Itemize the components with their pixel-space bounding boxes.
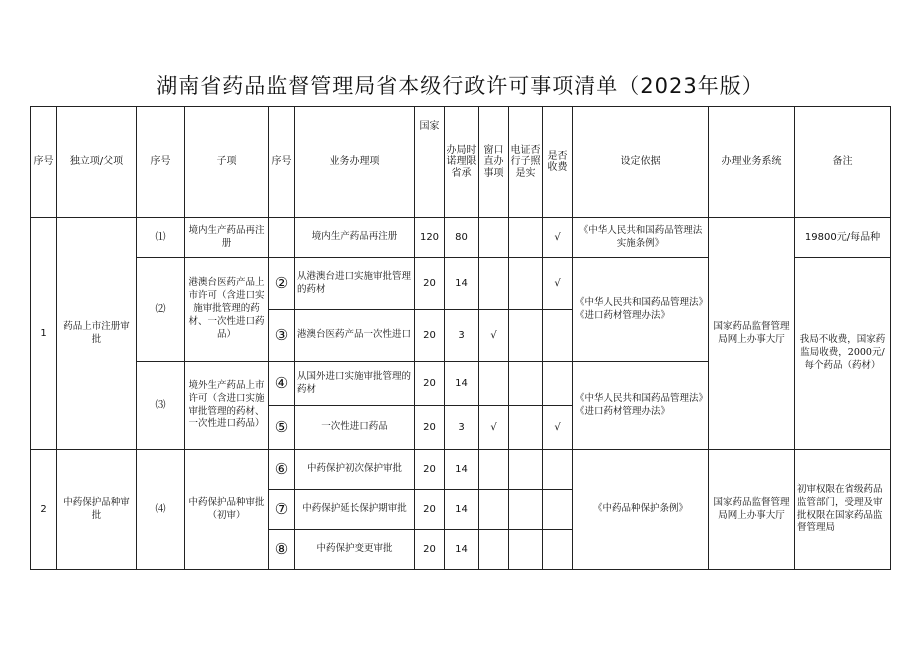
group1-seq: 1	[31, 218, 57, 450]
r4-biz: 从国外进口实施审批管理的药材	[295, 362, 415, 406]
r5-promise: 3	[445, 406, 479, 450]
r5-biz-seq: ⑤	[269, 406, 295, 450]
r5-fee: √	[543, 406, 573, 450]
header-cert: 电证否行子照是实	[509, 107, 543, 218]
r6-cert	[509, 450, 543, 490]
r6-national: 20	[415, 450, 445, 490]
group1-system: 国家药品监督管理局网上办事大厅	[709, 218, 795, 450]
r1-remark: 19800元/每品种	[795, 218, 891, 258]
r2-window	[479, 258, 509, 310]
r3-window: √	[479, 310, 509, 362]
group1-parent: 药品上市注册审批	[57, 218, 137, 450]
group2-parent: 中药保护品种审批	[57, 450, 137, 570]
r1-basis: 《中华人民共和国药品管理法实施条例》	[573, 218, 709, 258]
header-seq3: 序号	[269, 107, 295, 218]
header-basis: 设定依据	[573, 107, 709, 218]
sub2-seq: ⑵	[137, 258, 185, 362]
header-fee: 是否收费	[543, 107, 573, 218]
r3-fee	[543, 310, 573, 362]
group1-remark2: 我局不收费，国家药监局收费，2000元/每个药品（药材）	[795, 258, 891, 450]
r6-fee	[543, 450, 573, 490]
r2-biz: 从港澳台进口实施审批管理的药材	[295, 258, 415, 310]
header-promise: 办局时诺理限省承	[445, 107, 479, 218]
sub3-basis: 《中华人民共和国药品管理法》《进口药材管理办法》	[573, 362, 709, 450]
r3-biz: 港澳台医药产品一次性进口	[295, 310, 415, 362]
header-window: 窗口直办事项	[479, 107, 509, 218]
r3-biz-seq: ③	[269, 310, 295, 362]
r5-window: √	[479, 406, 509, 450]
r7-window	[479, 490, 509, 530]
header-business: 业务办理项	[295, 107, 415, 218]
r4-biz-seq: ④	[269, 362, 295, 406]
r1-promise: 80	[445, 218, 479, 258]
r5-cert	[509, 406, 543, 450]
header-parent: 独立项/父项	[57, 107, 137, 218]
r2-promise: 14	[445, 258, 479, 310]
r2-national: 20	[415, 258, 445, 310]
r8-biz-seq: ⑧	[269, 530, 295, 570]
table-row	[31, 218, 891, 258]
header-remark: 备注	[795, 107, 891, 218]
group2-seq: 2	[31, 450, 57, 570]
r1-cert	[509, 218, 543, 258]
r8-biz: 中药保护变更审批	[295, 530, 415, 570]
r1-child: 境内生产药品再注册	[185, 218, 269, 258]
r1-national: 120	[415, 218, 445, 258]
r7-promise: 14	[445, 490, 479, 530]
sub2-child: 港澳台医药产品上市许可（含进口实施审批管理的药材、一次性进口药品）	[185, 258, 269, 362]
r7-national: 20	[415, 490, 445, 530]
r8-cert	[509, 530, 543, 570]
header-system: 办理业务系统	[709, 107, 795, 218]
table-header-row	[31, 107, 891, 218]
group2-child-seq: ⑷	[137, 450, 185, 570]
sub3-child: 境外生产药品上市许可（含进口实施审批管理的药材、一次性进口药品）	[185, 362, 269, 450]
r4-fee	[543, 362, 573, 406]
r5-biz: 一次性进口药品	[295, 406, 415, 450]
r1-window	[479, 218, 509, 258]
r1-fee: √	[543, 218, 573, 258]
r4-promise: 14	[445, 362, 479, 406]
r6-promise: 14	[445, 450, 479, 490]
r8-national: 20	[415, 530, 445, 570]
r7-cert	[509, 490, 543, 530]
header-seq1: 序号	[31, 107, 57, 218]
r7-fee	[543, 490, 573, 530]
r1-child-seq: ⑴	[137, 218, 185, 258]
header-national: 国家	[415, 107, 445, 218]
r4-window	[479, 362, 509, 406]
group2-child: 中药保护品种审批（初审）	[185, 450, 269, 570]
sub3-seq: ⑶	[137, 362, 185, 450]
group2-basis: 《中药品种保护条例》	[573, 450, 709, 570]
r3-national: 20	[415, 310, 445, 362]
r3-cert	[509, 310, 543, 362]
r2-fee: √	[543, 258, 573, 310]
r8-fee	[543, 530, 573, 570]
sub2-basis: 《中华人民共和国药品管理法》《进口药材管理办法》	[573, 258, 709, 362]
r5-national: 20	[415, 406, 445, 450]
permit-table	[30, 106, 891, 570]
header-child: 子项	[185, 107, 269, 218]
r1-biz-seq	[269, 218, 295, 258]
r4-cert	[509, 362, 543, 406]
r3-promise: 3	[445, 310, 479, 362]
r1-biz: 境内生产药品再注册	[295, 218, 415, 258]
r4-national: 20	[415, 362, 445, 406]
page-title: 湖南省药品监督管理局省本级行政许可事项清单（2023年版）	[156, 74, 764, 98]
r7-biz: 中药保护延长保护期审批	[295, 490, 415, 530]
r6-biz: 中药保护初次保护审批	[295, 450, 415, 490]
r7-biz-seq: ⑦	[269, 490, 295, 530]
group2-remark: 初审权限在省级药品监管部门，受理及审批权限在国家药品监督管理局	[795, 450, 891, 570]
table-row	[31, 450, 891, 490]
r8-window	[479, 530, 509, 570]
group2-system: 国家药品监督管理局网上办事大厅	[709, 450, 795, 570]
r6-window	[479, 450, 509, 490]
r6-biz-seq: ⑥	[269, 450, 295, 490]
r2-biz-seq: ②	[269, 258, 295, 310]
header-seq2: 序号	[137, 107, 185, 218]
r2-cert	[509, 258, 543, 310]
r8-promise: 14	[445, 530, 479, 570]
